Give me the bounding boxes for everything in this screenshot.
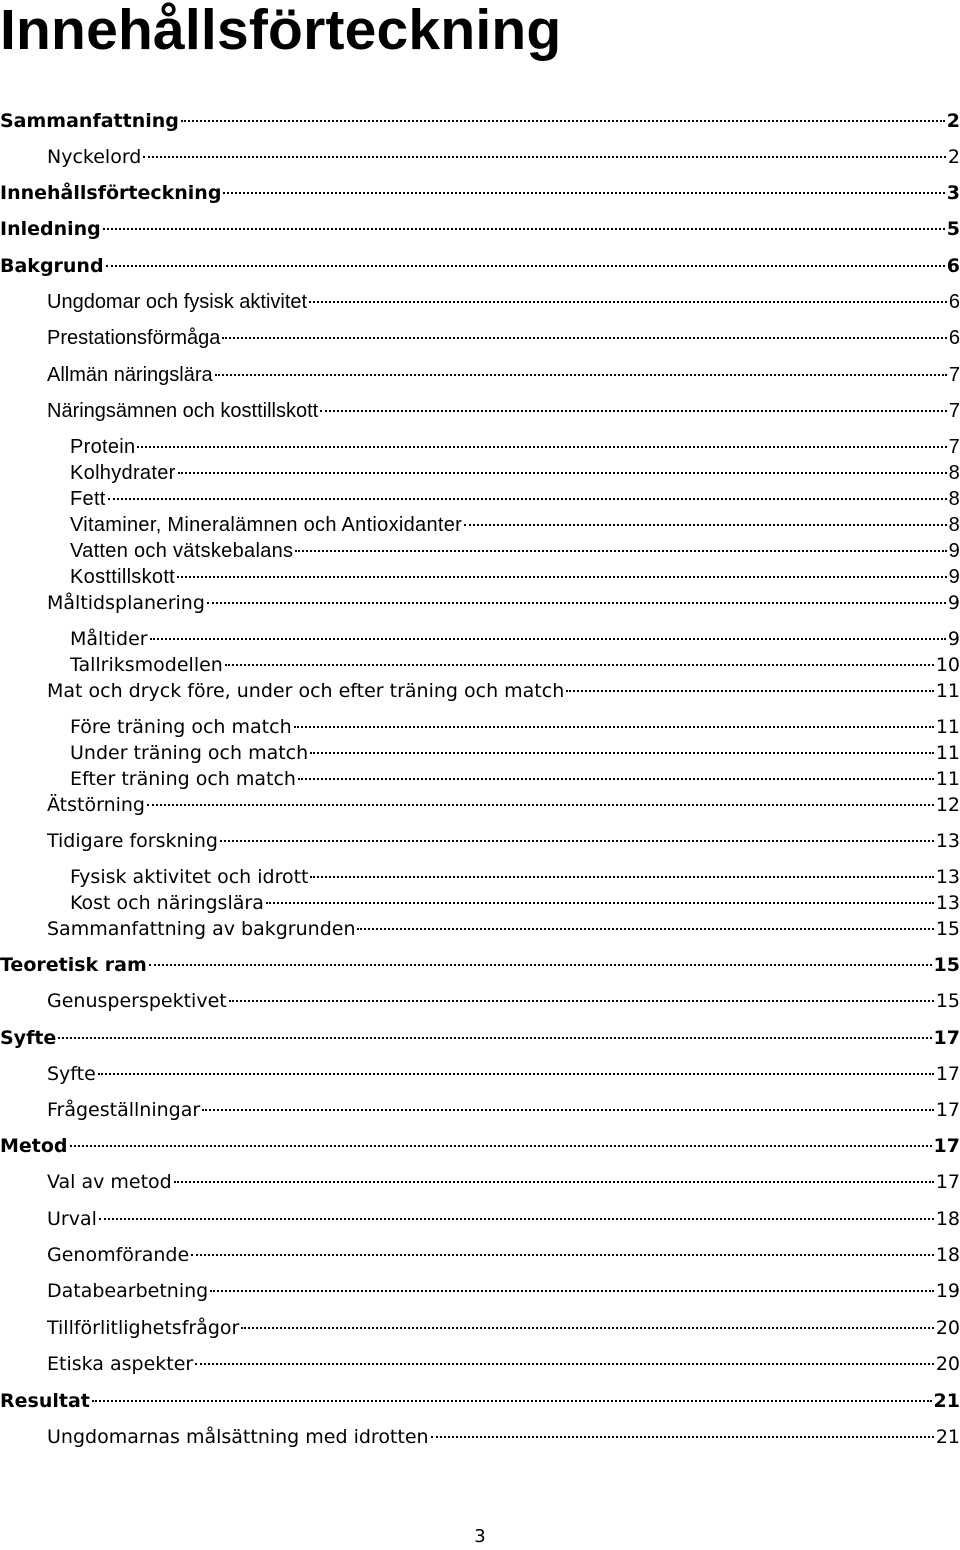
toc-entry[interactable] xyxy=(47,794,960,820)
toc-entry-title: Tillförlitlighetsfrågor xyxy=(47,1317,240,1339)
toc-leader-dots xyxy=(103,227,945,230)
toc-leader-dots xyxy=(99,1217,934,1220)
toc-entry-page: 13 xyxy=(935,892,960,914)
toc-entry-page: 20 xyxy=(935,1353,960,1375)
toc-leader-dots xyxy=(92,1399,932,1402)
toc-entry-title: Allmän näringslära xyxy=(47,364,213,386)
toc-entry-page: 21 xyxy=(935,1426,960,1448)
toc-entry[interactable] xyxy=(47,830,960,856)
toc-leader-dots xyxy=(266,901,934,904)
toc-entry[interactable] xyxy=(70,540,960,566)
toc-leader-dots xyxy=(222,336,946,339)
toc-leader-dots xyxy=(229,999,934,1002)
toc-entry-title: Tallriksmodellen xyxy=(70,654,223,676)
toc-entry-page: 11 xyxy=(935,768,960,790)
toc-leader-dots xyxy=(464,523,946,526)
toc-entry[interactable] xyxy=(0,1027,960,1053)
toc-entry[interactable] xyxy=(70,742,960,768)
toc-entry[interactable] xyxy=(0,1135,960,1161)
toc-entry-page: 18 xyxy=(935,1244,960,1266)
toc-leader-dots xyxy=(210,1289,934,1292)
toc-entry-page: 19 xyxy=(935,1280,960,1302)
toc-entry[interactable] xyxy=(47,1426,960,1452)
toc-entry-title: Under träning och match xyxy=(70,742,309,764)
toc-entry[interactable] xyxy=(70,716,960,742)
toc-leader-dots xyxy=(215,373,947,376)
toc-entry-title: Måltider xyxy=(70,628,148,650)
toc-entry-title: Näringsämnen och kosttillskott xyxy=(47,400,319,422)
toc-entry-title: Prestationsförmåga xyxy=(47,327,221,349)
toc-entry-title: Fett xyxy=(70,488,106,510)
toc-entry-title: Ungdomarnas målsättning med idrotten xyxy=(47,1426,429,1448)
toc-leader-dots xyxy=(70,1144,932,1147)
toc-entry-page: 8 xyxy=(948,514,960,536)
toc-entry-title: Databearbetning xyxy=(47,1280,209,1302)
toc-entry[interactable] xyxy=(47,1317,960,1343)
toc-entry-title: Före träning och match xyxy=(70,716,292,738)
toc-entry-page: 15 xyxy=(935,990,960,1012)
toc-entry-page: 3 xyxy=(946,182,960,204)
toc-entry-title: Protein xyxy=(70,436,136,458)
toc-entry-page: 9 xyxy=(948,540,960,562)
toc-leader-dots xyxy=(98,1072,934,1075)
toc-leader-dots xyxy=(431,1435,934,1438)
toc-entry[interactable] xyxy=(70,866,960,892)
toc-entry-page: 15 xyxy=(935,918,960,940)
toc-leader-dots xyxy=(181,119,945,122)
toc-entry-page: 7 xyxy=(948,400,960,422)
toc-entry-title: Syfte xyxy=(47,1063,96,1085)
toc-entry-page: 12 xyxy=(935,794,960,816)
toc-leader-dots xyxy=(310,875,933,878)
toc-leader-dots xyxy=(294,725,934,728)
toc-entry-page: 17 xyxy=(935,1099,960,1121)
toc-leader-dots xyxy=(357,927,933,930)
toc-entry[interactable] xyxy=(47,1280,960,1306)
toc-leader-dots xyxy=(223,191,944,194)
toc-leader-dots xyxy=(178,471,947,474)
toc-entry[interactable] xyxy=(70,654,960,680)
toc-entry[interactable] xyxy=(47,1099,960,1125)
toc-entry-page: 15 xyxy=(933,954,960,976)
toc-entry[interactable] xyxy=(70,514,960,540)
toc-entry-page: 13 xyxy=(935,830,960,852)
toc-entry-page: 2 xyxy=(947,146,960,168)
toc-entry-title: Inledning xyxy=(0,218,101,240)
toc-entry-page: 9 xyxy=(948,566,960,588)
toc-entry[interactable] xyxy=(47,291,960,317)
toc-entry-title: Kosttillskott xyxy=(70,566,176,588)
page-number: 3 xyxy=(474,1526,486,1547)
toc-entry-title: Frågeställningar xyxy=(47,1099,201,1121)
toc-entry[interactable] xyxy=(47,1244,960,1270)
toc-entry[interactable] xyxy=(47,1353,960,1379)
toc-entry-title: Val av metod xyxy=(47,1171,172,1193)
toc-entry[interactable] xyxy=(47,146,960,172)
toc-entry-title: Metod xyxy=(0,1135,68,1157)
toc-entry-page: 9 xyxy=(947,592,960,614)
toc-leader-dots xyxy=(225,663,934,666)
toc-leader-dots xyxy=(309,300,947,303)
toc-leader-dots xyxy=(320,409,947,412)
toc-entry-title: Syfte xyxy=(0,1027,57,1049)
toc-entry[interactable] xyxy=(47,1063,960,1089)
toc-entry-title: Nyckelord xyxy=(47,146,142,168)
toc-entry-page: 11 xyxy=(935,742,960,764)
toc-leader-dots xyxy=(58,1036,931,1039)
toc-entry-page: 6 xyxy=(948,291,960,313)
page-title: Innehållsförteckning xyxy=(0,0,562,62)
toc-leader-dots xyxy=(143,155,946,158)
toc-entry-page: 8 xyxy=(948,462,960,484)
toc-leader-dots xyxy=(191,1253,934,1256)
toc-entry[interactable] xyxy=(47,680,960,706)
toc-entry-title: Fysisk aktivitet och idrott xyxy=(70,866,309,888)
toc-entry-page: 20 xyxy=(935,1317,960,1339)
toc-entry[interactable] xyxy=(0,218,960,244)
toc-entry[interactable] xyxy=(70,462,960,488)
toc-entry[interactable] xyxy=(47,364,960,390)
toc-entry[interactable] xyxy=(70,892,960,918)
toc-entry-page: 6 xyxy=(948,327,960,349)
toc-leader-dots xyxy=(108,497,947,500)
toc-entry-title: Ätstörning xyxy=(47,794,145,816)
toc-entry-page: 9 xyxy=(947,628,960,650)
toc-entry-title: Teoretisk ram xyxy=(0,954,147,976)
toc-entry-title: Genomförande xyxy=(47,1244,190,1266)
toc-entry-title: Vatten och vätskebalans xyxy=(70,540,294,562)
toc-leader-dots xyxy=(298,777,934,780)
toc-entry[interactable] xyxy=(47,1171,960,1197)
toc-entry-title: Sammanfattning av bakgrunden xyxy=(47,918,356,940)
toc-entry[interactable] xyxy=(47,592,960,618)
toc-leader-dots xyxy=(207,601,946,604)
toc-entry-title: Urval xyxy=(47,1208,97,1230)
toc-entry-page: 6 xyxy=(946,255,960,277)
toc-entry-title: Bakgrund xyxy=(0,255,104,277)
toc-leader-dots xyxy=(310,751,934,754)
toc-entry-page: 2 xyxy=(946,110,960,132)
toc-leader-dots xyxy=(174,1180,934,1183)
toc-entry-title: Efter träning och match xyxy=(70,768,296,790)
toc-entry-page: 17 xyxy=(935,1063,960,1085)
toc-entry[interactable] xyxy=(0,182,960,208)
toc-entry-title: Mat och dryck före, under och efter träning och match xyxy=(47,680,565,702)
toc-entry-title: Tidigare forskning xyxy=(47,830,218,852)
toc-entry-page: 21 xyxy=(933,1390,960,1412)
toc-entry-title: Sammanfattning xyxy=(0,110,179,132)
toc-entry-page: 10 xyxy=(935,654,960,676)
toc-entry[interactable] xyxy=(70,436,960,462)
toc-leader-dots xyxy=(149,963,932,966)
toc-entry[interactable] xyxy=(70,488,960,514)
toc-entry-page: 17 xyxy=(935,1171,960,1193)
toc-entry-page: 11 xyxy=(935,716,960,738)
toc-entry[interactable] xyxy=(0,255,960,281)
toc-leader-dots xyxy=(106,264,945,267)
toc-entry[interactable] xyxy=(0,1390,960,1416)
toc-entry-page: 11 xyxy=(935,680,960,702)
toc-entry-title: Resultat xyxy=(0,1390,90,1412)
toc-entry-page: 18 xyxy=(935,1208,960,1230)
toc-entry[interactable] xyxy=(47,918,960,944)
toc-entry-title: Kolhydrater xyxy=(70,462,176,484)
toc-entry[interactable] xyxy=(70,628,960,654)
toc-entry-title: Vitaminer, Mineralämnen och Antioxidanter xyxy=(70,514,463,536)
toc-leader-dots xyxy=(147,803,934,806)
toc-entry-page: 17 xyxy=(933,1135,960,1157)
toc-entry[interactable] xyxy=(47,1208,960,1234)
toc-entry[interactable] xyxy=(47,327,960,353)
toc-entry[interactable] xyxy=(0,110,960,136)
toc-entry-title: Innehållsförteckning xyxy=(0,182,222,204)
toc-leader-dots xyxy=(566,689,934,692)
toc-leader-dots xyxy=(195,1362,934,1365)
toc-leader-dots xyxy=(177,575,947,578)
toc-leader-dots xyxy=(137,445,946,448)
toc-entry-title: Ungdomar och fysisk aktivitet xyxy=(47,291,308,313)
toc-entry-page: 7 xyxy=(948,364,960,386)
toc-entry-page: 17 xyxy=(933,1027,960,1049)
toc-entry-title: Kost och näringslära xyxy=(70,892,264,914)
toc-entry-title: Etiska aspekter xyxy=(47,1353,194,1375)
toc-entry-title: Genusperspektivet xyxy=(47,990,227,1012)
toc-entry-page: 13 xyxy=(935,866,960,888)
toc-entry-page: 8 xyxy=(948,488,960,510)
toc-entry-page: 5 xyxy=(946,218,960,240)
toc-leader-dots xyxy=(220,839,934,842)
toc-leader-dots xyxy=(241,1326,933,1329)
toc-entry[interactable] xyxy=(47,990,960,1016)
toc-entry[interactable] xyxy=(70,768,960,794)
toc-entry-page: 7 xyxy=(948,436,960,458)
toc-entry[interactable] xyxy=(0,954,960,980)
toc-leader-dots xyxy=(295,549,946,552)
toc-entry-title: Måltidsplanering xyxy=(47,592,205,614)
toc-entry[interactable] xyxy=(47,400,960,426)
toc-entry[interactable] xyxy=(70,566,960,592)
toc-leader-dots xyxy=(150,637,946,640)
toc-leader-dots xyxy=(202,1108,934,1111)
